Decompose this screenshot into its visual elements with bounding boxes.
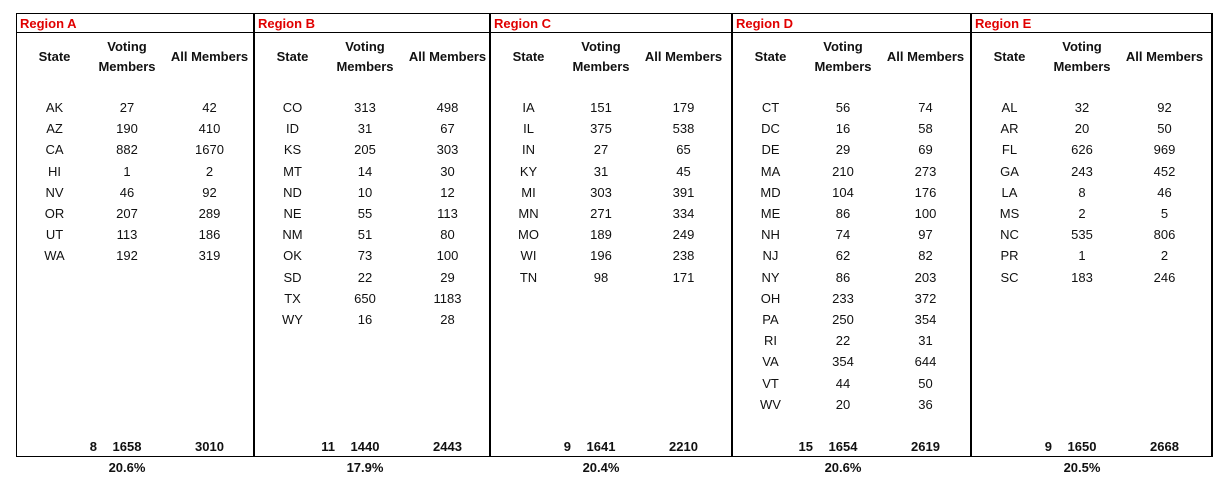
voting-members-cell: 189 (590, 227, 612, 243)
voting-members-cell: 190 (116, 121, 138, 137)
state-cell: KY (519, 163, 538, 179)
region-title: Region D (733, 13, 970, 33)
voting-percent: 17.9% (346, 460, 384, 475)
state-cell: VA (762, 354, 779, 370)
voting-members-cell: 205 (354, 142, 376, 158)
region-title: Region A (17, 13, 253, 33)
state-cell: AZ (46, 121, 63, 137)
header-state: State (512, 49, 545, 64)
region-title: Region C (491, 13, 731, 33)
voting-members-cell: 1 (123, 163, 131, 179)
voting-members-cell: 86 (835, 206, 851, 221)
all-members-cell: 5 (1160, 206, 1169, 221)
all-members-cell: 354 (914, 312, 937, 327)
all-members-cell: 334 (672, 206, 695, 221)
all-members-total: 2210 (669, 439, 698, 454)
all-members-cell: 74 (918, 100, 933, 115)
voting-percent: 20.6% (108, 460, 146, 475)
header-voting-line2: Members (98, 59, 156, 74)
voting-members-cell: 183 (1071, 269, 1093, 285)
state-cell: TN (519, 269, 538, 285)
all-members-cell: 65 (676, 142, 691, 158)
voting-members-total: 1440 (350, 439, 380, 454)
voting-percent: 20.5% (1063, 460, 1101, 475)
all-members-cell: 100 (436, 248, 459, 264)
voting-members-cell: 1 (1078, 248, 1086, 264)
all-members-cell: 372 (914, 290, 937, 306)
all-members-cell: 82 (918, 248, 933, 264)
state-cell: WV (760, 396, 781, 412)
all-members-cell: 45 (676, 163, 691, 179)
all-members-cell: 273 (914, 163, 937, 179)
voting-members-cell: 51 (357, 227, 373, 243)
all-members-cell: 969 (1153, 142, 1176, 158)
state-cell: NV (45, 184, 64, 200)
state-cell: MT (283, 163, 302, 179)
header-voting-members (803, 37, 883, 77)
header-all-members: All Members (408, 49, 487, 64)
state-count-total: 9 (1044, 439, 1052, 454)
voting-members-cell: 22 (357, 269, 373, 285)
all-members-cell: 100 (914, 206, 937, 221)
all-members-cell: 31 (918, 333, 933, 349)
voting-members-cell: 62 (835, 248, 851, 264)
header-voting-members (561, 37, 641, 77)
all-members-cell: 50 (918, 375, 933, 391)
voting-members-cell: 192 (116, 248, 138, 264)
totals-row (491, 438, 731, 457)
voting-members-cell: 271 (590, 206, 612, 221)
all-members-cell: 2 (205, 163, 214, 179)
totals-row (17, 438, 253, 457)
all-members-cell: 29 (440, 269, 455, 285)
all-members-total: 2619 (911, 439, 940, 454)
voting-members-cell: 29 (835, 142, 851, 158)
state-cell: NJ (762, 248, 779, 264)
state-cell: NM (282, 227, 303, 243)
all-members-cell: 113 (437, 206, 458, 221)
state-cell: DE (761, 142, 780, 158)
all-members-cell: 644 (914, 354, 937, 370)
voting-members-cell: 55 (357, 206, 373, 221)
region-block (733, 13, 972, 475)
state-cell: SC (1000, 269, 1019, 285)
state-cell: AK (45, 100, 64, 115)
all-members-cell: 391 (672, 184, 695, 200)
voting-members-cell: 16 (835, 121, 851, 137)
all-members-cell: 2 (1160, 248, 1169, 264)
totals-row (733, 438, 970, 457)
voting-members-cell: 20 (835, 396, 851, 412)
all-members-cell: 203 (914, 269, 937, 285)
state-cell: KS (283, 142, 302, 158)
voting-members-total: 1658 (112, 439, 142, 454)
state-cell: DC (761, 121, 780, 137)
all-members-cell: 97 (918, 227, 933, 243)
voting-members-cell: 27 (119, 100, 135, 115)
voting-members-cell: 10 (357, 184, 373, 200)
state-count-total: 11 (321, 439, 335, 454)
state-cell: PA (762, 312, 779, 327)
all-members-cell: 289 (198, 206, 221, 221)
voting-members-cell: 151 (590, 100, 612, 115)
region-block (972, 13, 1213, 475)
all-members-cell: 12 (440, 184, 455, 200)
all-members-cell: 50 (1157, 121, 1172, 137)
state-cell: CA (45, 142, 64, 158)
state-cell: NY (761, 269, 780, 285)
voting-members-cell: 8 (1078, 184, 1086, 200)
voting-members-cell: 44 (835, 375, 851, 391)
voting-members-cell: 98 (593, 269, 609, 285)
state-cell: NE (283, 206, 302, 221)
all-members-cell: 92 (202, 184, 217, 200)
header-state: State (754, 49, 787, 64)
all-members-total: 2668 (1150, 439, 1179, 454)
region-block (16, 13, 255, 475)
all-members-cell: 42 (202, 100, 217, 115)
region-title: Region E (972, 13, 1211, 33)
state-cell: MD (760, 184, 781, 200)
voting-members-cell: 375 (590, 121, 612, 137)
all-members-cell: 92 (1157, 100, 1172, 115)
state-cell: OR (44, 206, 65, 221)
state-cell: MI (521, 184, 536, 200)
state-cell: ND (283, 184, 302, 200)
header-voting-line2: Members (814, 59, 872, 74)
voting-members-cell: 31 (357, 121, 373, 137)
state-cell: MO (518, 227, 539, 243)
voting-members-cell: 650 (354, 290, 376, 306)
state-count-total: 9 (563, 439, 571, 454)
state-cell: OK (283, 248, 302, 264)
state-cell: IL (523, 121, 534, 137)
voting-members-cell: 31 (593, 163, 609, 179)
all-members-cell: 80 (440, 227, 455, 243)
voting-members-cell: 535 (1071, 227, 1093, 243)
voting-members-cell: 14 (357, 163, 373, 179)
all-members-cell: 498 (436, 100, 459, 115)
voting-members-cell: 207 (116, 206, 138, 221)
voting-members-cell: 32 (1074, 100, 1090, 115)
all-members-cell: 46 (1157, 184, 1172, 200)
header-state: State (276, 49, 309, 64)
header-voting-line1: Voting (581, 39, 621, 54)
header-voting-line2: Members (1053, 59, 1111, 74)
header-state: State (993, 49, 1026, 64)
voting-members-cell: 233 (832, 290, 854, 306)
voting-members-cell: 27 (593, 142, 609, 158)
state-cell: CO (282, 100, 303, 115)
all-members-cell: 238 (672, 248, 695, 264)
header-voting-line1: Voting (345, 39, 385, 54)
voting-members-cell: 626 (1071, 142, 1093, 158)
state-count-total: 15 (798, 439, 813, 454)
header-voting-members (325, 37, 405, 77)
state-cell: TX (284, 290, 301, 306)
all-members-cell: 319 (198, 248, 221, 264)
state-cell: VT (762, 375, 779, 391)
voting-percent: 20.6% (824, 460, 862, 475)
state-cell: NC (1000, 227, 1019, 243)
all-members-cell: 186 (198, 227, 221, 243)
all-members-cell: 67 (440, 121, 455, 137)
voting-members-cell: 73 (357, 248, 373, 264)
state-cell: HI (48, 163, 61, 179)
state-cell: CT (761, 100, 780, 115)
state-cell: IA (522, 100, 535, 115)
state-cell: IN (522, 142, 535, 158)
state-cell: AR (1000, 121, 1019, 137)
state-cell: SD (283, 269, 302, 285)
header-voting-line1: Voting (107, 39, 147, 54)
all-members-cell: 176 (914, 184, 937, 200)
all-members-cell: 1183 (433, 290, 462, 306)
header-all-members: All Members (644, 49, 723, 64)
header-voting-line2: Members (572, 59, 630, 74)
header-all-members: All Members (886, 49, 965, 64)
all-members-cell: 538 (672, 121, 695, 137)
state-count-total: 8 (89, 439, 97, 454)
voting-members-cell: 354 (832, 354, 854, 370)
all-members-cell: 452 (1153, 163, 1176, 179)
region-block (255, 13, 491, 475)
header-voting-members (1042, 37, 1122, 77)
state-cell: FL (1001, 142, 1018, 158)
voting-members-total: 1650 (1067, 439, 1097, 454)
voting-members-cell: 313 (354, 100, 376, 115)
state-cell: AL (1001, 100, 1018, 115)
header-voting-line2: Members (336, 59, 394, 74)
all-members-cell: 28 (440, 312, 455, 327)
all-members-cell: 171 (672, 269, 695, 285)
state-cell: MA (760, 163, 781, 179)
all-members-total: 2443 (433, 439, 462, 454)
state-cell: ID (286, 121, 299, 137)
all-members-cell: 806 (1153, 227, 1176, 243)
voting-members-cell: 22 (835, 333, 851, 349)
header-all-members: All Members (170, 49, 249, 64)
voting-members-cell: 113 (116, 227, 138, 243)
all-members-cell: 1670 (195, 142, 224, 158)
voting-members-cell: 56 (835, 100, 851, 115)
region-table (16, 13, 1213, 475)
state-cell: WI (520, 248, 537, 264)
voting-members-cell: 882 (116, 142, 138, 158)
voting-members-cell: 210 (832, 163, 854, 179)
all-members-total: 3010 (195, 439, 224, 454)
state-cell: OH (760, 290, 781, 306)
header-all-members: All Members (1125, 49, 1204, 64)
voting-members-cell: 196 (590, 248, 612, 264)
state-cell: LA (1001, 184, 1018, 200)
all-members-cell: 303 (436, 142, 459, 158)
voting-members-cell: 243 (1071, 163, 1093, 179)
all-members-cell: 249 (672, 227, 695, 243)
state-cell: PR (1000, 248, 1019, 264)
state-cell: MS (999, 206, 1020, 221)
totals-row (972, 438, 1211, 457)
state-cell: ME (760, 206, 781, 221)
all-members-cell: 410 (198, 121, 221, 137)
voting-members-cell: 46 (119, 184, 135, 200)
voting-members-total: 1654 (828, 439, 858, 454)
voting-members-cell: 104 (832, 184, 854, 200)
region-title: Region B (255, 13, 489, 33)
voting-members-cell: 16 (357, 312, 373, 327)
all-members-cell: 36 (918, 396, 933, 412)
state-cell: RI (764, 333, 777, 349)
voting-members-cell: 2 (1078, 206, 1086, 221)
state-cell: MN (518, 206, 539, 221)
region-block (491, 13, 733, 475)
state-cell: NH (761, 227, 780, 243)
totals-row (255, 438, 489, 457)
header-voting-line1: Voting (1062, 39, 1102, 54)
voting-members-total: 1641 (586, 439, 616, 454)
all-members-cell: 58 (918, 121, 933, 137)
state-cell: UT (45, 227, 64, 243)
state-cell: WY (282, 312, 303, 327)
header-voting-line1: Voting (823, 39, 863, 54)
voting-percent: 20.4% (582, 460, 620, 475)
all-members-cell: 179 (672, 100, 695, 115)
state-cell: GA (1000, 163, 1019, 179)
all-members-cell: 69 (918, 142, 933, 158)
header-state: State (38, 49, 71, 64)
header-voting-members (87, 37, 167, 77)
voting-members-cell: 303 (590, 184, 612, 200)
all-members-cell: 30 (440, 163, 455, 179)
all-members-cell: 246 (1153, 269, 1176, 285)
voting-members-cell: 20 (1074, 121, 1090, 137)
voting-members-cell: 86 (835, 269, 851, 285)
voting-members-cell: 250 (832, 312, 854, 327)
voting-members-cell: 74 (835, 227, 851, 243)
state-cell: WA (44, 248, 65, 264)
